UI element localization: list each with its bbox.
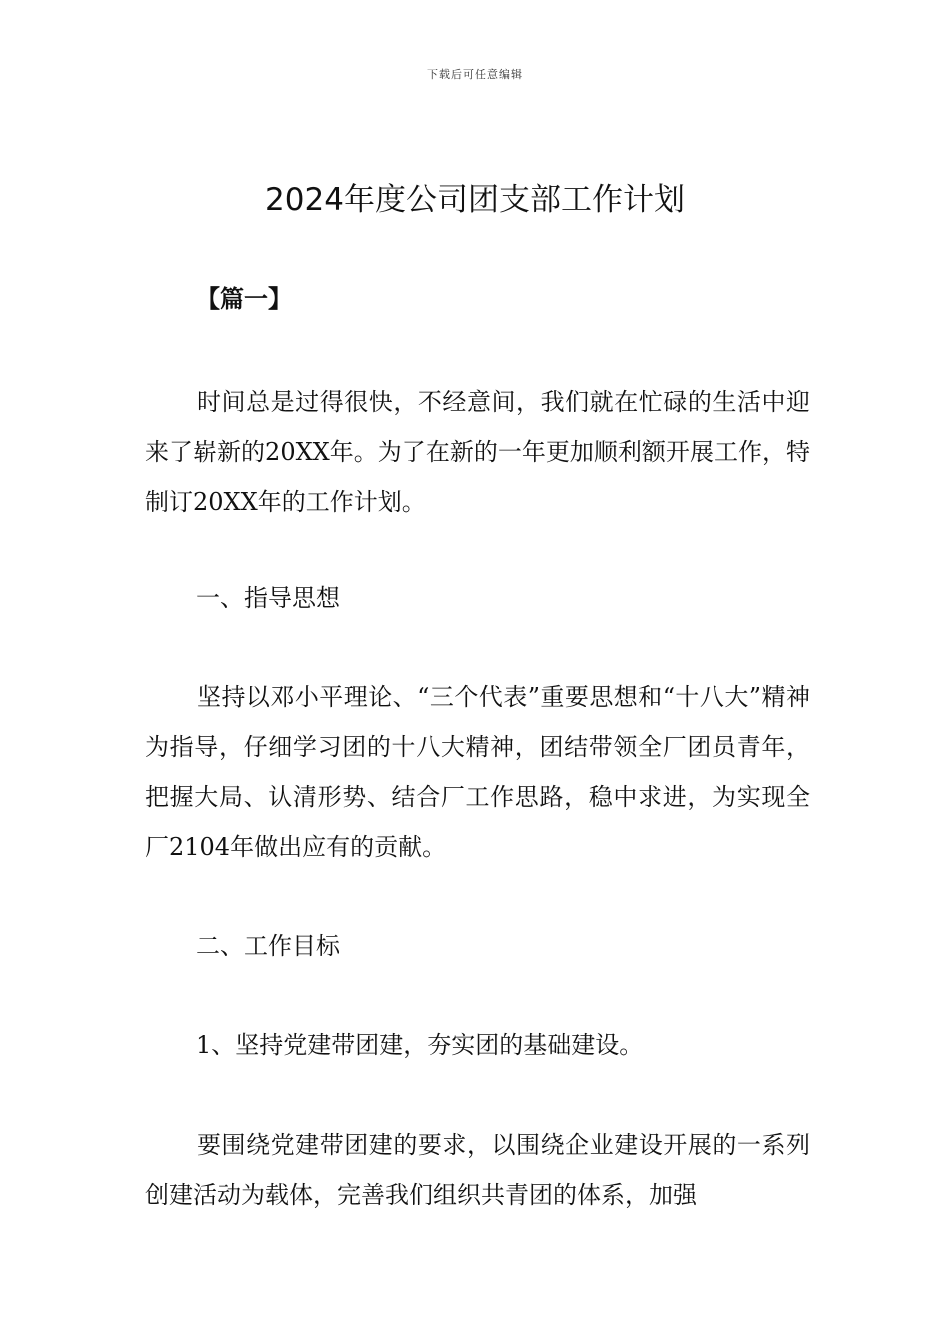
paragraph-party-building: 要围绕党建带团建的要求，以围绕企业建设开展的一系列创建活动为载体，完善我们组织共青团的体系，加强 bbox=[145, 1131, 810, 1209]
section-label: 【篇一】 bbox=[196, 284, 292, 313]
intro-paragraph: 时间总是过得很快，不经意间，我们就在忙碌的生活中迎来了崭新的20XX年。为了在新的一年更加顺利额开展工作，特制订20XX年的工作计划。 bbox=[145, 388, 810, 516]
header-note: 下载后可任意编辑 bbox=[427, 68, 523, 81]
document-title: 2024年度公司团支部工作计划 bbox=[265, 182, 685, 218]
subheading-party-building: 1、坚持党建带团建，夯实团的基础建设。 bbox=[196, 1031, 644, 1059]
paragraph-guiding-thought: 坚持以邓小平理论、“三个代表”重要思想和“十八大”精神为指导，仔细学习团的十八大精神，团结带领全厂团员青年，把握大局、认清形势、结合厂工作思路，稳中求进，为实现全厂2104年做出应有的贡献。 bbox=[145, 683, 810, 861]
heading-guiding-thought: 一、指导思想 bbox=[196, 584, 340, 612]
heading-work-goals: 二、工作目标 bbox=[196, 932, 340, 960]
